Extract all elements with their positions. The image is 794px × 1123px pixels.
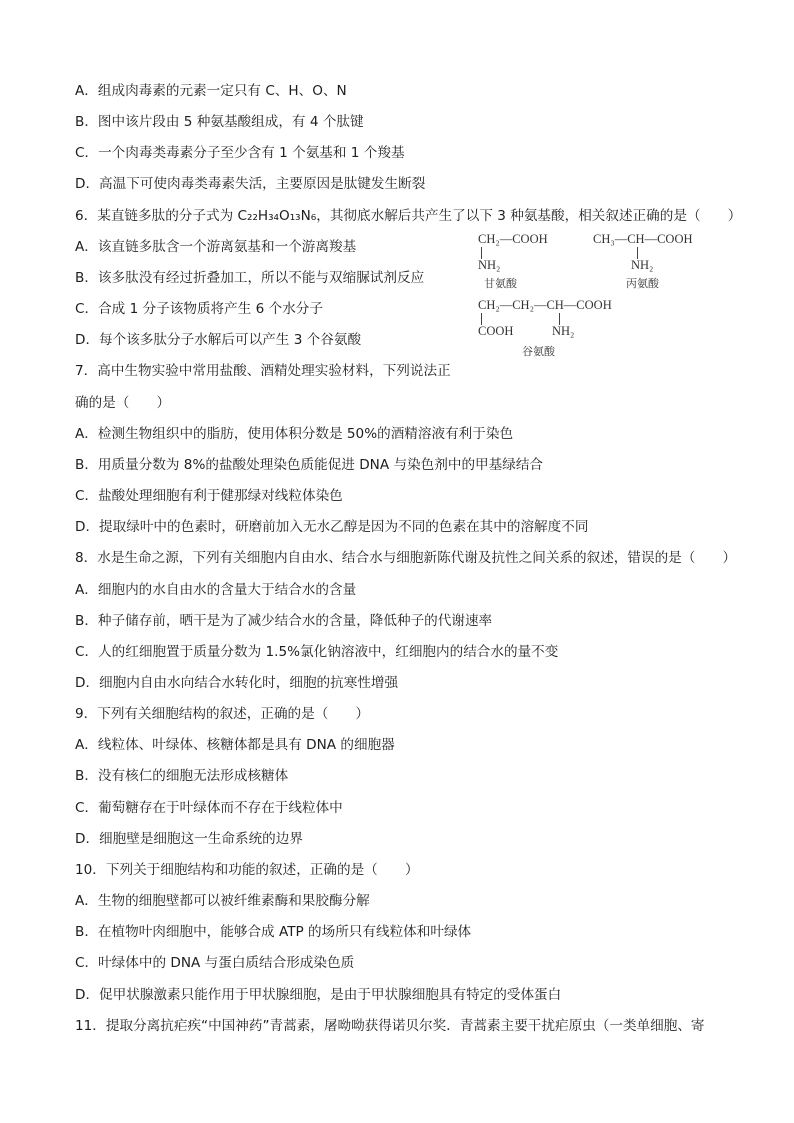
q10-option-c: C．叶绿体中的 DNA 与蛋白质结合形成染色质 <box>75 955 355 972</box>
q6-stem: 6．某直链多肽的分子式为 C₂₂H₃₄O₁₃N₆，其彻底水解后共产生了以下 3 种氨基酸，相关叙述正确的是（ ） <box>75 207 742 224</box>
question-text-column <box>75 76 741 1042</box>
q10-option-a: A．生物的细胞壁都可以被纤维素酶和果胶酶分解 <box>75 893 370 910</box>
q7-option-c: C．盐酸处理细胞有利于健那绿对线粒体染色 <box>75 488 343 505</box>
q8-option-c: C．人的红细胞置于质量分数为 1.5%氯化钠溶液中，红细胞内的结合水的量不变 <box>75 643 559 660</box>
q5-option-b: B．图中该片段由 5 种氨基酸组成，有 4 个肽键 <box>75 114 364 131</box>
q8-option-b: B．种子储存前，晒干是为了减少结合水的含量，降低种子的代谢速率 <box>75 612 493 629</box>
q9-option-c: C．葡萄糖存在于叶绿体而不存在于线粒体中 <box>75 799 343 816</box>
q6-option-b: B．该多肽没有经过折叠加工，所以不能与双缩脲试剂反应 <box>75 269 425 286</box>
q11-stem: 11．提取分离抗疟疾“中国神药”青蒿素，屠呦呦获得诺贝尔奖．青蒿素主要干扰疟原虫（一类单细胞、寄 <box>75 1017 705 1034</box>
q10-stem: 10．下列关于细胞结构和功能的叙述，正确的是（ ） <box>75 861 419 878</box>
q7-option-a: A．检测生物组织中的脂肪，使用体积分数是 50%的酒精溶液有利于染色 <box>75 425 514 442</box>
q9-stem: 9．下列有关细胞结构的叙述，正确的是（ ） <box>75 706 370 723</box>
q5-option-d: D．高温下可使肉毒类毒素失活，主要原因是肽键发生断裂 <box>75 176 426 193</box>
q6-option-a: A．该直链多肽含一个游离氨基和一个游离羧基 <box>75 238 357 255</box>
q9-option-a: A．线粒体、叶绿体、核糖体都是具有 DNA 的细胞器 <box>75 737 395 754</box>
q7-option-d: D．提取绿叶中的色素时，研磨前加入无水乙醇是因为不同的色素在其中的溶解度不同 <box>75 519 589 536</box>
alanine-formula: CH₃—CH—COOH <box>593 232 693 246</box>
q5-option-c: C．一个肉毒类毒素分子至少含有 1 个氨基和 1 个羧基 <box>75 145 405 162</box>
q7-option-b: B．用质量分数为 8%的盐酸处理染色质能促进 DNA 与染色剂中的甲基绿结合 <box>75 456 544 473</box>
glutamate-amino-group: NH₂ <box>552 324 575 338</box>
q9-option-b: B．没有核仁的细胞无法形成核糖体 <box>75 768 289 785</box>
glutamate-label: 谷氨酸 <box>522 345 555 358</box>
q8-stem: 8．水是生命之源，下列有关细胞内自由水、结合水与细胞新陈代谢及抗性之间关系的叙述，错误的是（ ） <box>75 550 737 567</box>
glycine-formula: CH₂—COOH <box>478 232 548 246</box>
glycine-label: 甘氨酸 <box>484 277 517 290</box>
glutamate-formula: CH₂—CH₂—CH—COOH <box>478 298 612 312</box>
q10-option-d: D．促甲状腺激素只能作用于甲状腺细胞，是由于甲状腺细胞具有特定的受体蛋白 <box>75 986 562 1003</box>
q9-option-d: D．细胞壁是细胞这一生命系统的边界 <box>75 830 303 847</box>
glycine-amino-group: NH₂ <box>478 258 501 272</box>
q7-stem-line-2: 确的是（ ） <box>75 394 171 411</box>
glutamate-carboxyl-group: COOH <box>478 324 514 338</box>
q7-stem-line-1: 7．高中生物实验中常用盐酸、酒精处理实验材料，下列说法正 <box>75 363 451 380</box>
q5-option-a: A．组成肉毒素的元素一定只有 C、H、O、N <box>75 83 347 99</box>
alanine-label: 丙氨酸 <box>626 277 659 290</box>
alanine-amino-group: NH₂ <box>631 258 654 272</box>
q10-option-b: B．在植物叶肉细胞中，能够合成 ATP 的场所只有线粒体和叶绿体 <box>75 924 472 941</box>
q8-option-d: D．细胞内自由水向结合水转化时，细胞的抗寒性增强 <box>75 674 399 691</box>
q8-option-a: A．细胞内的水自由水的含量大于结合水的含量 <box>75 581 357 598</box>
q6-option-d: D．每个该多肽分子水解后可以产生 3 个谷氨酸 <box>75 332 362 349</box>
q6-option-c: C．合成 1 分子该物质将产生 6 个水分子 <box>75 301 323 318</box>
